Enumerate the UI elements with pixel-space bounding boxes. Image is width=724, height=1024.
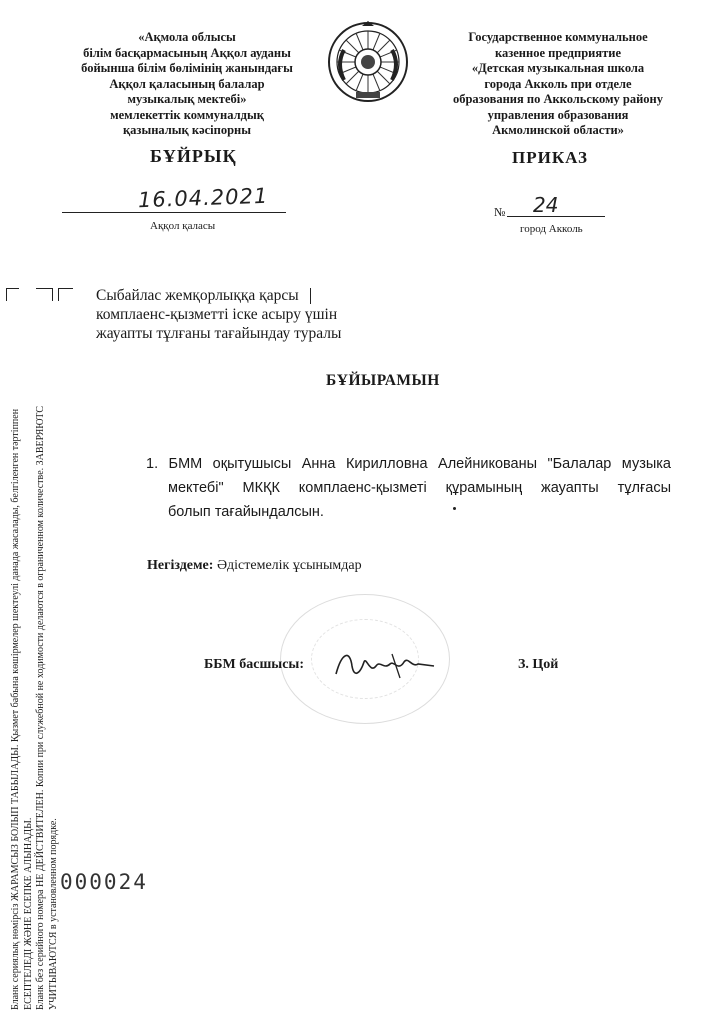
order-title-ru: ПРИКАЗ (512, 148, 588, 167)
header-kz-line: Аққол қаласының балалар (109, 76, 265, 91)
margin-note-line: Бланк сериялық нөмірсіз ЖАРАМСЫЗ БОЛЫП ТАБЫЛАДЫ. Қызмет бабына көшірмелер шектеулі данада жасалады, белгіленген тәртіппен (10, 408, 21, 1010)
number-underline (507, 216, 605, 217)
header-kz-line: білім басқармасының Аққол ауданы (83, 45, 291, 60)
header-kz-line: музыкалық мектебі» (127, 92, 247, 106)
margin-note (10, 350, 60, 1010)
city-ru: город Акколь (520, 223, 583, 235)
serial-number: 000024 (60, 870, 148, 894)
signatory-name: З. Цой (518, 657, 559, 672)
header-ru-line: образования по Аккольскому району (452, 92, 664, 106)
state-emblem-icon (326, 20, 410, 104)
basis-text: Әдістемелік ұсынымдар (216, 558, 362, 573)
header-ru (432, 30, 684, 139)
header-ru-line: Государственное коммунальное (468, 30, 648, 44)
header-ru-line: «Детская музыкальная школа (471, 61, 645, 75)
subject-line: жауапты тұлғаны тағайындау туралы (96, 325, 342, 342)
number-label: № (494, 205, 506, 219)
header-ru-line: казенное предприятие (494, 45, 622, 60)
corner-mark (36, 288, 53, 301)
ink-dot (453, 507, 456, 510)
basis-label: Негіздеме: (147, 558, 214, 573)
handwritten-date: 16.04.2021 (137, 183, 269, 213)
subject-line: комплаенс-қызметті іске асыру үшін (96, 306, 338, 323)
header-kz-line: мемлекеттік коммуналдық (110, 107, 264, 122)
corner-mark (6, 288, 19, 301)
order-title-kz: БҰЙРЫҚ (150, 146, 237, 166)
item-line: 1. БММ оқытушысы Анна Кирилловна Алейникованы "Балалар музыка (146, 456, 671, 472)
city-kz: Аққол қаласы (150, 220, 216, 232)
subject-line: Сыбайлас жемқорлыққа қарсы (96, 287, 299, 304)
item-line: болып тағайындалсын. (168, 504, 324, 520)
header-ru-line: города Акколь при отделе (484, 76, 632, 91)
margin-note-line: УЧИТЫВАЮТСЯ в установленном порядке. (47, 818, 59, 1010)
header-ru-line: управления образования (487, 107, 629, 122)
order-item-1 (146, 452, 671, 524)
margin-note-line: Бланк без серийного номера НЕ ДЕЙСТВИТЕЛЕН. Копии при служебной не ходимости делаются в ограниченном количестве. ЗАВЕРЯЮТС (35, 405, 46, 1010)
header-ru-line: Акмолинской области» (492, 123, 624, 137)
header-kz-line: бойынша білім бөлімінің жанындағы (81, 61, 293, 75)
basis (147, 558, 362, 574)
item-line: мектебі" МКҚК комплаенс-қызметі құрамының жауапты тұлғасы (168, 480, 671, 496)
corner-mark (58, 288, 73, 301)
signatory-role: ББМ басшысы: (204, 657, 304, 672)
date-underline (62, 212, 286, 213)
margin-note-line: ЕСЕПТЕЛЕДІ ЖӘНЕ ЕСЕПКЕ АЛЫНАДЫ. (22, 817, 34, 1010)
header-kz (62, 30, 312, 139)
handwritten-number: 24 (533, 193, 559, 217)
header-kz-line: қазыналық кәсіпорны (122, 123, 252, 137)
handwritten-signature (330, 644, 440, 686)
order-word: БҰЙЫРАМЫН (326, 372, 440, 389)
order-subject (96, 286, 341, 343)
header-kz-line: «Ақмола облысы (138, 30, 236, 44)
